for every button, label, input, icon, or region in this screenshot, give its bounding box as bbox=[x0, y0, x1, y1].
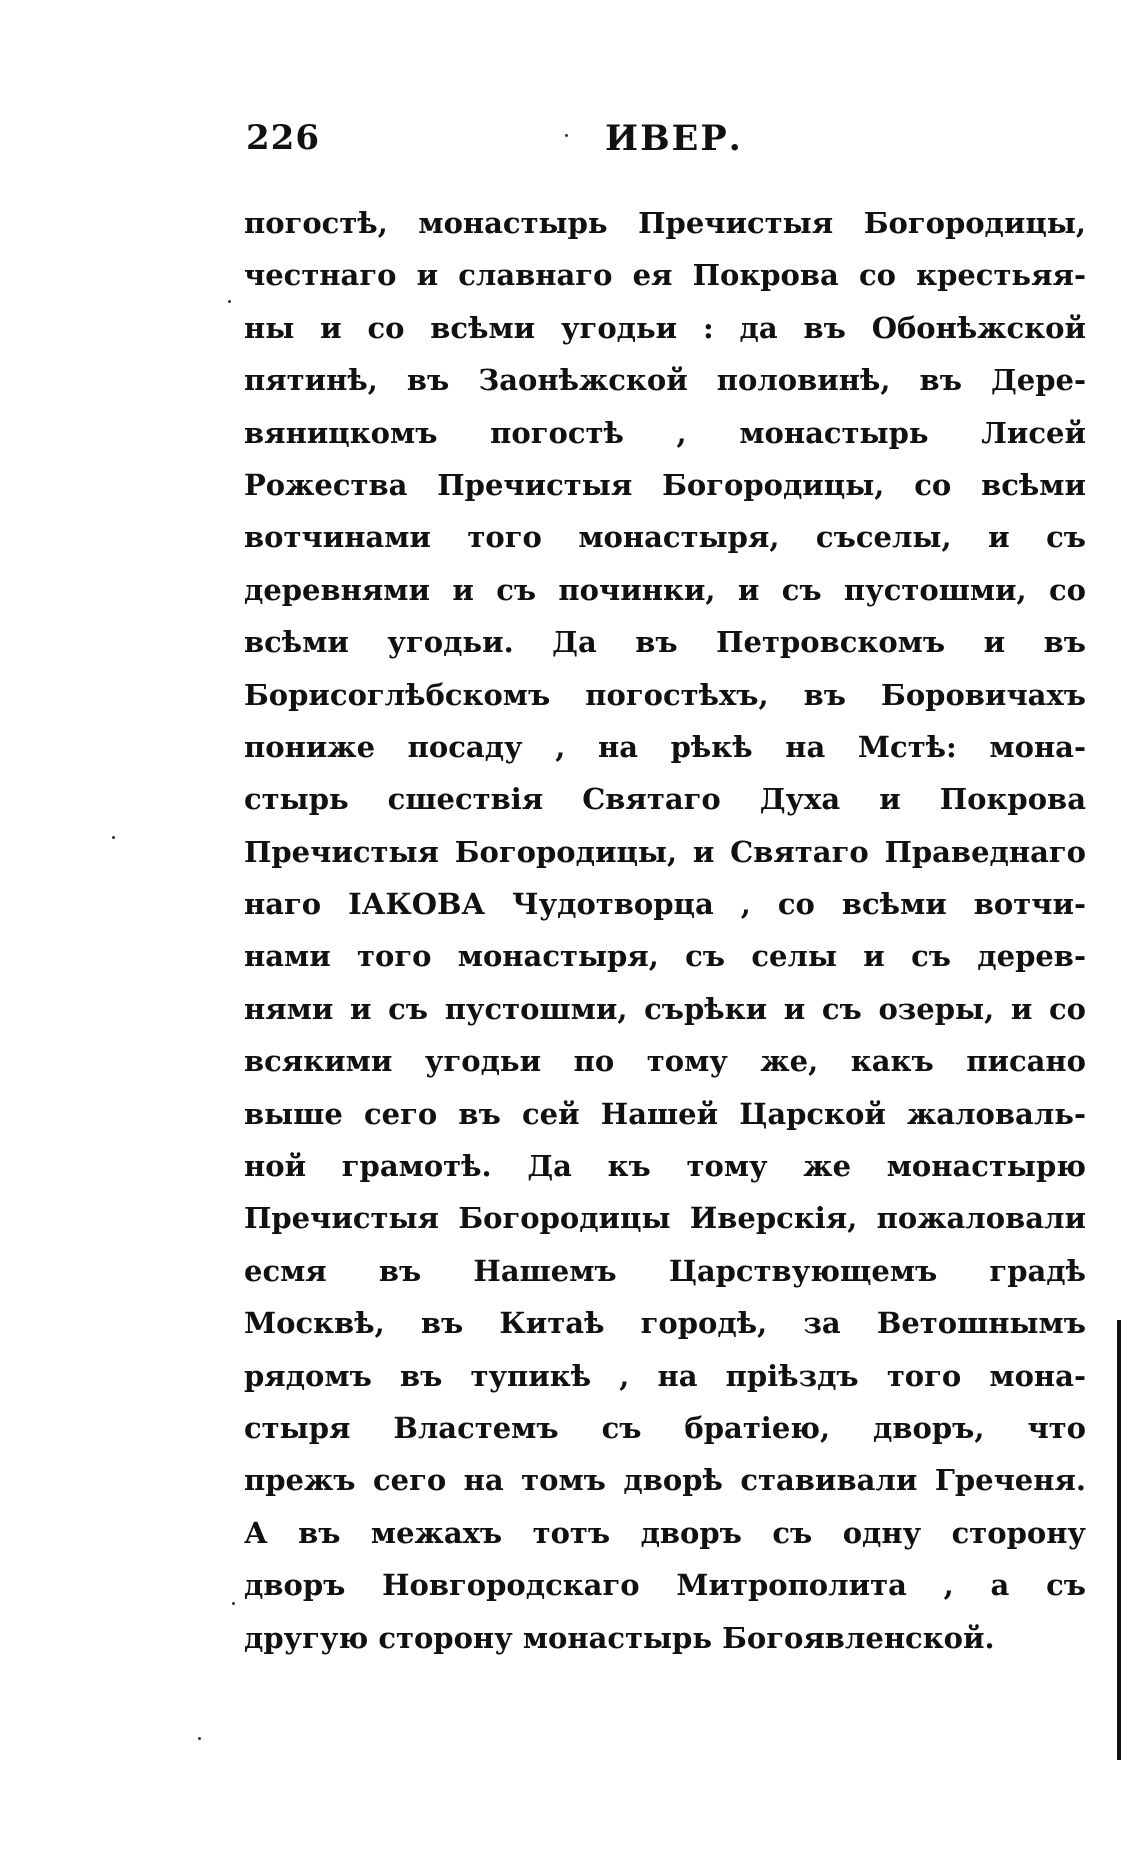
text-line: выше сего въ сей Нашей Царской жаловаль- bbox=[244, 1096, 1086, 1131]
text-line: всѣми угодьи. Да въ Петровскомъ и въ bbox=[244, 625, 1086, 660]
margin-rule bbox=[1117, 1320, 1121, 1760]
ink-speck bbox=[198, 1737, 201, 1740]
text-line: пятинѣ, въ Заонѣжской половинѣ, въ Дере- bbox=[244, 363, 1086, 398]
ink-speck bbox=[112, 836, 115, 839]
text-line: прежъ сего на томъ дворѣ ставивали Греченя. bbox=[244, 1463, 1086, 1498]
text-line: Рожества Пречистыя Богородицы, со всѣми bbox=[244, 467, 1086, 502]
text-line: всякими угодьи по тому же, какъ писано bbox=[244, 1044, 1086, 1079]
text-line: деревнями и съ починки, и съ пустошми, со bbox=[244, 572, 1086, 607]
text-line: Пречистыя Богородицы Иверскія, пожаловали bbox=[244, 1201, 1086, 1236]
text-line: нями и съ пустошми, сърѣки и съ озеры, и со bbox=[244, 991, 1086, 1026]
running-head: ИВЕР. bbox=[605, 118, 743, 159]
text-line: погостѣ, монастырь Пречистыя Богородицы, bbox=[244, 206, 1086, 240]
text-line: Борисоглѣбскомъ погостѣхъ, въ Боровичахъ bbox=[244, 677, 1086, 712]
text-line: дворъ Новгородскаго Митрополита , а съ bbox=[244, 1568, 1086, 1603]
text-line: Москвѣ, въ Китаѣ городѣ, за Ветошнымъ bbox=[244, 1306, 1086, 1341]
text-line: нами того монастыря, съ селы и съ дерев- bbox=[244, 939, 1086, 974]
text-line: ной грамотѣ. Да къ тому же монастырю bbox=[244, 1149, 1086, 1184]
text-line: Пречистыя Богородицы, и Святаго Праведнаго bbox=[244, 834, 1086, 869]
text-line: вотчинами того монастыря, съселы, и съ bbox=[244, 520, 1086, 555]
text-line: другую сторону монастырь Богоявленской. bbox=[244, 1620, 995, 1655]
text-line: рядомъ въ тупикѣ , на пріѣздъ того мона- bbox=[244, 1358, 1086, 1393]
text-line: честнаго и славнаго ея Покрова со крестьяя- bbox=[244, 258, 1086, 293]
text-line: ны и со всѣми угодьи : да въ Обонѣжской bbox=[244, 310, 1086, 345]
ink-speck bbox=[228, 300, 231, 303]
text-line: есмя въ Нашемъ Царствующемъ градѣ bbox=[244, 1253, 1086, 1288]
page-number: 226 bbox=[246, 118, 320, 158]
body-text bbox=[244, 197, 1086, 1664]
ink-speck bbox=[565, 134, 568, 137]
text-line: стыря Властемъ съ братіею, дворъ, что bbox=[244, 1410, 1086, 1445]
text-line: А въ межахъ тотъ дворъ съ одну сторону bbox=[244, 1515, 1086, 1550]
text-line: стырь сшествія Святаго Духа и Покрова bbox=[244, 782, 1086, 817]
text-line: наго ІАКОВА Чудотворца , со всѣми вотчи- bbox=[244, 887, 1086, 922]
ink-speck bbox=[232, 1602, 235, 1605]
text-line: вяницкомъ погостѣ , монастырь Лисей bbox=[244, 415, 1086, 450]
text-line: пониже посаду , на рѣкѣ на Мстѣ: мона- bbox=[244, 729, 1086, 764]
